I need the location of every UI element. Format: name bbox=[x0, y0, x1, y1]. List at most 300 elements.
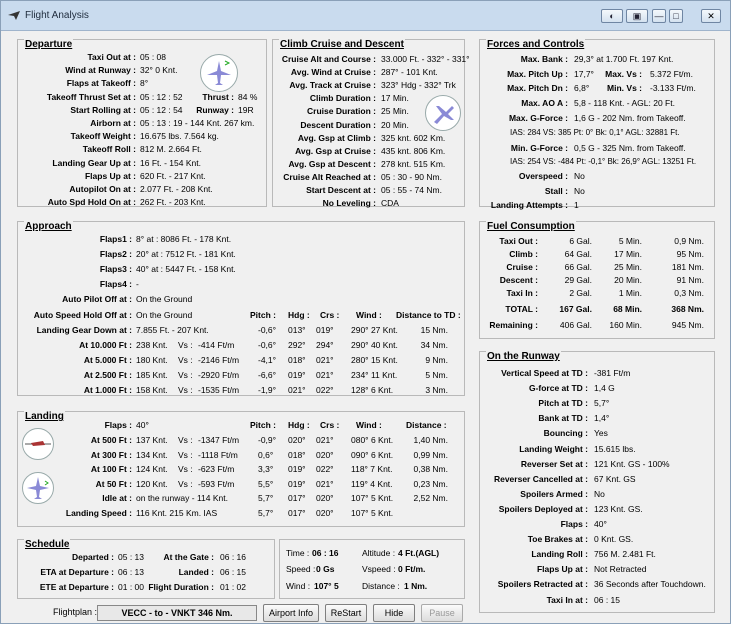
hide-button[interactable]: Hide bbox=[373, 604, 415, 622]
window-layout-button[interactable]: ▣ bbox=[626, 9, 648, 23]
landing-row-hdg: 020° bbox=[288, 435, 306, 445]
runway-row-value: 121 Knt. GS - 100% bbox=[594, 458, 670, 469]
departure-row-label: Wind at Runway : bbox=[65, 65, 136, 76]
approach-flaps-value: 40° at : 5447 Ft. - 158 Knt. bbox=[136, 264, 236, 274]
max-bank-value: 29,3° at 1.700 Ft. 197 Knt. bbox=[574, 54, 674, 64]
distance-value: 1 Nm. bbox=[404, 581, 428, 591]
landing-row-distance: 0,38 Nm. bbox=[413, 464, 448, 474]
approach-row-speed: 185 Knt. bbox=[136, 370, 168, 380]
approach-row-distance: 5 Nm. bbox=[425, 370, 448, 380]
runway-row-label: Pitch at TD : bbox=[538, 398, 588, 409]
approach-row-vs-label: Vs : bbox=[178, 355, 193, 365]
landing-speed-hdg: 017° bbox=[288, 508, 306, 518]
altitude-label: Altitude : bbox=[362, 548, 396, 558]
runway-row-value: 0 Knt. GS. bbox=[594, 534, 634, 545]
fuel-total-gal: 167 Gal. bbox=[559, 304, 592, 314]
fuel-row-label: Taxi In : bbox=[506, 288, 538, 298]
gear-distance: 15 Nm. bbox=[420, 325, 448, 335]
runway-row-label: Flaps : bbox=[560, 519, 588, 529]
approach-column-header: Pitch : bbox=[250, 310, 276, 320]
fuel-total-min: 68 Min. bbox=[613, 304, 642, 314]
approach-row-pitch: -4,1° bbox=[258, 355, 277, 365]
overspeed-label: Overspeed : bbox=[518, 171, 568, 181]
approach-flaps-label: Flaps2 : bbox=[99, 249, 132, 259]
forces-title: Forces and Controls bbox=[487, 39, 585, 50]
climb-row-label: Avg. Gsp at Descent : bbox=[288, 158, 376, 169]
departure-row-value: 16.675 lbs. 7.564 kg. bbox=[140, 131, 219, 142]
landing-row-crs: 022° bbox=[316, 464, 334, 474]
landing-column-header: Crs : bbox=[320, 420, 340, 430]
flight-duration-value: 01 : 02 bbox=[220, 582, 246, 592]
climb-cruise-panel bbox=[272, 39, 470, 209]
runway-row-label: Taxi In at : bbox=[546, 594, 588, 605]
climb-row-label: Avg. Gsp at Cruise : bbox=[295, 145, 376, 156]
approach-row-speed: 238 Knt. bbox=[136, 340, 168, 350]
departure-row-value: 2.077 Ft. - 208 Knt. bbox=[140, 184, 213, 194]
approach-title: Approach bbox=[25, 221, 72, 232]
landing-row-wind: 080° 6 Knt. bbox=[351, 435, 394, 445]
landing-flaps-label: Flaps : bbox=[104, 420, 132, 430]
approach-row-speed: 180 Knt. bbox=[136, 355, 168, 365]
fuel-row-gal: 66 Gal. bbox=[564, 262, 592, 272]
approach-row-vs-label: Vs : bbox=[178, 370, 193, 380]
departure-row-label: Flaps Up at : bbox=[84, 170, 136, 181]
schedule-panel bbox=[17, 539, 275, 599]
gear-down-value: 7.855 Ft. - 207 Knt. bbox=[136, 325, 209, 335]
runway-row-label: Reverser Cancelled at : bbox=[493, 473, 588, 484]
altitude-value: 4 Ft.(AGL) bbox=[398, 548, 440, 558]
departure-title: Departure bbox=[25, 39, 73, 50]
airport-info-button[interactable]: Airport Info bbox=[263, 604, 319, 622]
approach-flaps-value: 20° at : 7512 Ft. - 181 Knt. bbox=[136, 249, 236, 259]
landed-label: Landed : bbox=[178, 567, 214, 577]
runway-row-value: -381 Ft/m bbox=[594, 368, 631, 378]
landing-column-header: Distance : bbox=[406, 420, 447, 430]
speed-label: Speed : bbox=[286, 564, 316, 574]
approach-row-crs: 021° bbox=[316, 355, 334, 365]
departure-row-value: 05 : 12 : 52 bbox=[140, 91, 183, 102]
overspeed-value: No bbox=[574, 171, 585, 181]
departure-row-value: 05 : 08 bbox=[140, 52, 166, 62]
departure-row-value: 262 Ft. - 203 Knt. bbox=[140, 197, 206, 208]
departure-row-value: 05 : 13 : 19 - 144 Knt. 267 km. bbox=[140, 118, 255, 128]
fuel-row-gal: 6 Gal. bbox=[569, 236, 592, 246]
landing-panel bbox=[17, 411, 465, 527]
fuel-row-nm: 0,3 Nm. bbox=[674, 288, 704, 298]
approach-row-distance: 9 Nm. bbox=[425, 355, 448, 365]
landing-row-pitch: -0,9° bbox=[258, 435, 277, 445]
departure-row-value: 16 Ft. - 154 Knt. bbox=[140, 157, 201, 168]
fuel-remaining-min: 160 Min. bbox=[609, 320, 642, 330]
landing-column-header: Hdg : bbox=[288, 420, 310, 430]
runway-row-value: 06 : 15 bbox=[594, 594, 620, 605]
max-pitch-dn-value: 6,8° bbox=[574, 83, 590, 93]
idle-value: on the runway - 114 Knt. bbox=[136, 493, 228, 503]
gear-crs: 019° bbox=[316, 325, 334, 335]
runway-row-label: Spoilers Retracted at : bbox=[497, 579, 588, 590]
landing-row-pitch: 5,5° bbox=[258, 478, 274, 489]
climb-row-label: Descent Duration : bbox=[300, 119, 376, 130]
runway-row-label: Landing Weight : bbox=[519, 443, 588, 454]
landing-row-vs-label: Vs : bbox=[178, 449, 193, 460]
departure-row-value2: 19R bbox=[238, 104, 254, 115]
wind-value: 107° 5 bbox=[314, 581, 339, 591]
approach-row-label: At 1.000 Ft : bbox=[83, 385, 132, 395]
landing-row-vs-label: Vs : bbox=[178, 478, 193, 489]
landing-top-view-icon bbox=[22, 472, 54, 504]
approach-column-header: Hdg : bbox=[288, 310, 310, 320]
approach-flaps-label: Flaps4 : bbox=[99, 279, 132, 289]
climb-row-label: Cruise Alt and Course : bbox=[281, 54, 376, 64]
idle-crs: 020° bbox=[316, 493, 334, 503]
fuel-row-nm: 181 Nm. bbox=[671, 262, 704, 272]
climb-row-value: CDA bbox=[381, 198, 399, 209]
approach-column-header: Wind : bbox=[356, 310, 382, 320]
approach-row-vs: -2146 Ft/m bbox=[198, 355, 240, 365]
landing-row-vs: -593 Ft/m bbox=[198, 478, 235, 489]
max-bank-label: Max. Bank : bbox=[520, 54, 568, 64]
departure-panel bbox=[17, 39, 267, 207]
fuel-row-min: 20 Min. bbox=[614, 275, 642, 285]
gear-down-label: Landing Gear Down at : bbox=[36, 325, 132, 335]
runway-row-label: Bouncing : bbox=[543, 428, 588, 439]
gear-hdg: 013° bbox=[288, 325, 306, 335]
runway-row-value: Yes bbox=[594, 428, 608, 439]
landing-row-speed: 120 Knt. bbox=[136, 478, 168, 489]
runway-row-label: Landing Roll : bbox=[531, 549, 588, 560]
stall-label: Stall : bbox=[544, 186, 568, 196]
climb-row-value: 323° Hdg - 332° Trk bbox=[381, 80, 456, 91]
climb-row-value: 435 knt. 806 Km. bbox=[381, 145, 446, 156]
departure-row-label: Flaps at Takeoff : bbox=[66, 78, 136, 89]
departure-row-label: Taxi Out at : bbox=[87, 52, 136, 62]
approach-row-distance: 3 Nm. bbox=[425, 385, 448, 395]
on-the-runway-panel bbox=[479, 351, 715, 613]
departure-row-label: Landing Gear Up at : bbox=[52, 157, 136, 168]
landing-row-vs: -1118 Ft/m bbox=[198, 449, 238, 460]
gear-pitch: -0,6° bbox=[258, 325, 277, 335]
vspeed-value: 0 Ft/m. bbox=[398, 564, 426, 574]
eta-value: 06 : 13 bbox=[118, 567, 144, 577]
runway-row-value: 40° bbox=[594, 519, 607, 529]
fuel-row-min: 1 Min. bbox=[618, 288, 642, 298]
departure-row-label: Takeoff Thrust Set at : bbox=[46, 91, 136, 102]
fuel-row-label: Cruise : bbox=[506, 262, 538, 272]
fuel-row-min: 25 Min. bbox=[614, 262, 642, 272]
flight-duration-label: Flight Duration : bbox=[148, 582, 214, 592]
landed-value: 06 : 15 bbox=[220, 567, 246, 577]
climb-row-value: 278 knt. 515 Km. bbox=[381, 158, 446, 169]
departed-label: Departed : bbox=[71, 552, 114, 562]
landing-row-pitch: 0,6° bbox=[258, 449, 274, 460]
departure-row-label: Takeoff Roll : bbox=[82, 144, 136, 155]
landing-row-hdg: 018° bbox=[288, 449, 306, 460]
stall-value: No bbox=[574, 186, 585, 196]
landing-row-vs: -623 Ft/m bbox=[198, 464, 235, 474]
approach-row-hdg: 292° bbox=[288, 340, 306, 350]
landing-row-label: At 100 Ft : bbox=[90, 464, 132, 474]
departure-row-value: 8° bbox=[140, 78, 149, 89]
fuel-row-nm: 91 Nm. bbox=[676, 275, 704, 285]
climb-row-value: 33.000 Ft. - 332° - 331° bbox=[381, 54, 470, 64]
time-value: 06 : 16 bbox=[312, 548, 339, 558]
departure-row-label: Autopilot On at : bbox=[69, 184, 136, 194]
approach-row-pitch: -0,6° bbox=[258, 340, 277, 350]
approach-flaps-value: 8° at : 8086 Ft. - 178 Knt. bbox=[136, 234, 232, 244]
runway-row-label: Reverser Set at : bbox=[520, 458, 588, 469]
landing-title: Landing bbox=[25, 411, 64, 422]
ash-off-value: On the Ground bbox=[136, 310, 193, 320]
climb-row-label: Cruise Alt Reached at : bbox=[283, 171, 376, 182]
max-vs-value: 5.372 Ft/m. bbox=[650, 69, 693, 79]
runway-row-value: 756 M. 2.481 Ft. bbox=[594, 549, 656, 560]
landing-speed-value: 116 Knt. 215 Km. IAS bbox=[136, 508, 218, 518]
approach-row-speed: 158 Knt. bbox=[136, 385, 168, 395]
fuel-consumption-panel bbox=[479, 221, 715, 339]
runway-row-label: G-force at TD : bbox=[528, 383, 588, 394]
landing-speed-crs: 020° bbox=[316, 508, 334, 518]
climb-row-label: Climb Duration : bbox=[309, 93, 376, 104]
fuel-total-label: TOTAL : bbox=[505, 304, 538, 314]
approach-row-pitch: -6,6° bbox=[258, 370, 277, 380]
approach-row-label: At 10.000 Ft : bbox=[79, 340, 132, 350]
landing-attempts-label: Landing Attempts : bbox=[490, 200, 568, 210]
runway-row-label: Bank at TD : bbox=[538, 413, 588, 424]
fuel-row-gal: 64 Gal. bbox=[564, 249, 592, 259]
departed-value: 05 : 13 bbox=[118, 552, 144, 562]
maximize-button[interactable]: □ bbox=[669, 9, 683, 23]
fuel-row-label: Taxi Out : bbox=[499, 236, 538, 246]
window-title: Flight Analysis bbox=[25, 10, 89, 21]
max-g-label: Max. G-Force : bbox=[508, 113, 568, 123]
runway-row-label: Spoilers Deployed at : bbox=[498, 503, 588, 514]
runway-title: On the Runway bbox=[487, 351, 560, 362]
landing-speed-label: Landing Speed : bbox=[65, 508, 132, 518]
landing-row-crs: 021° bbox=[316, 478, 334, 489]
fuel-remaining-gal: 406 Gal. bbox=[559, 320, 592, 330]
climb-row-label: Avg. Gsp at Climb : bbox=[297, 132, 376, 143]
distance-label: Distance : bbox=[362, 581, 400, 591]
approach-row-hdg: 019° bbox=[288, 370, 306, 380]
runway-row-value: 1,4 G bbox=[594, 383, 615, 394]
departure-row-label2: Runway : bbox=[196, 104, 234, 115]
ap-off-value: On the Ground bbox=[136, 294, 193, 304]
fuel-row-label: Climb : bbox=[509, 249, 538, 259]
min-g-label: Min. G-Force : bbox=[510, 143, 568, 153]
fuel-row-gal: 29 Gal. bbox=[564, 275, 592, 285]
ete-label: ETE at Departure : bbox=[39, 582, 114, 592]
max-pitch-up-label: Max. Pitch Up : bbox=[507, 69, 568, 79]
max-aoa-value: 5,8 - 118 Knt. - AGL: 20 Ft. bbox=[574, 98, 675, 108]
landing-row-wind: 119° 4 Knt. bbox=[351, 478, 393, 489]
fuel-remaining-label: Remaining : bbox=[489, 320, 538, 330]
fuel-row-nm: 0,9 Nm. bbox=[674, 236, 704, 246]
approach-row-crs: 022° bbox=[316, 385, 334, 395]
max-vs-label: Max. Vs : bbox=[605, 69, 642, 79]
landing-row-hdg: 019° bbox=[288, 478, 306, 489]
min-g-detail: IAS: 254 VS: -484 Pt: -0,1° Bk: 26,9° AGL: 13251 Ft. bbox=[510, 157, 697, 166]
fuel-row-gal: 2 Gal. bbox=[569, 288, 592, 298]
climb-row-label: Start Descent at : bbox=[306, 185, 376, 195]
fuel-row-nm: 95 Nm. bbox=[676, 249, 704, 259]
speed-value: 0 Gs bbox=[316, 564, 335, 574]
vspeed-label: Vspeed : bbox=[362, 564, 396, 574]
climb-row-value: 20 Min. bbox=[381, 119, 409, 130]
climb-row-value: 325 knt. 602 Km. bbox=[381, 132, 446, 143]
cruise-aircraft-icon bbox=[425, 95, 461, 131]
approach-column-header: Distance to TD : bbox=[396, 310, 461, 320]
departure-row-label2: Thrust : bbox=[202, 91, 234, 102]
approach-row-crs: 021° bbox=[316, 370, 334, 380]
departure-row-label: Airborn at : bbox=[90, 118, 136, 128]
min-vs-value: -3.133 Ft/m. bbox=[650, 83, 696, 93]
landing-row-label: At 50 Ft : bbox=[95, 478, 132, 489]
departure-row-value: 32° 0 Knt. bbox=[140, 65, 178, 76]
approach-row-wind: 280° 15 Knt. bbox=[351, 355, 398, 365]
flightplan-label: Flightplan : bbox=[53, 607, 98, 617]
minimize-button[interactable]: — bbox=[652, 9, 666, 23]
landing-row-wind: 118° 7 Knt. bbox=[351, 464, 393, 474]
runway-row-value: 36 Seconds after Touchdown. bbox=[594, 579, 706, 590]
flightplan-field: VECC - to - VNKT 346 Nm. bbox=[97, 605, 257, 621]
approach-row-vs-label: Vs : bbox=[178, 340, 193, 350]
landing-row-crs: 020° bbox=[316, 449, 334, 460]
runway-row-value: 1,4° bbox=[594, 413, 610, 424]
fuel-row-label: Descent : bbox=[499, 275, 538, 285]
restart-button[interactable]: ReStart bbox=[325, 604, 367, 622]
live-status-panel bbox=[279, 539, 465, 599]
idle-pitch: 5,7° bbox=[258, 493, 274, 503]
fuel-total-nm: 368 Nm. bbox=[671, 304, 704, 314]
max-aoa-label: Max. AO A : bbox=[521, 98, 568, 108]
climb-title: Climb Cruise and Descent bbox=[280, 39, 404, 50]
approach-flaps-label: Flaps3 : bbox=[99, 264, 132, 274]
wind-label: Wind : bbox=[286, 581, 311, 591]
runway-row-label: Spoilers Armed : bbox=[520, 488, 588, 499]
app-icon bbox=[7, 9, 21, 21]
ete-value: 01 : 00 bbox=[118, 582, 144, 592]
departure-row-label: Takeoff Weight : bbox=[70, 131, 136, 142]
departure-row-label: Start Rolling at : bbox=[70, 104, 136, 115]
fuel-row-min: 5 Min. bbox=[618, 236, 642, 246]
approach-row-label: At 5.000 Ft : bbox=[83, 355, 132, 365]
runway-row-value: 123 Knt. GS. bbox=[594, 503, 643, 514]
landing-row-speed: 124 Knt. bbox=[136, 464, 168, 474]
departure-row-label: Auto Spd Hold On at : bbox=[47, 197, 136, 208]
climb-row-label: Cruise Duration : bbox=[307, 106, 376, 117]
climb-row-value: 05 : 55 - 74 Nm. bbox=[381, 185, 442, 195]
approach-row-hdg: 018° bbox=[288, 355, 306, 365]
landing-row-vs-label: Vs : bbox=[178, 464, 193, 474]
approach-row-wind: 128° 6 Knt. bbox=[351, 385, 394, 395]
approach-row-vs-label: Vs : bbox=[178, 385, 193, 395]
landing-speed-wind: 107° 5 Knt. bbox=[351, 508, 394, 518]
approach-row-vs: -2920 Ft/m bbox=[198, 370, 240, 380]
landing-speed-pitch: 5,7° bbox=[258, 508, 274, 518]
runway-row-label: Toe Brakes at : bbox=[527, 534, 588, 545]
approach-row-wind: 234° 11 Knt. bbox=[351, 370, 398, 380]
landing-row-label: At 500 Ft : bbox=[90, 435, 132, 445]
landing-row-label: At 300 Ft : bbox=[90, 449, 132, 460]
eta-label: ETA at Departure : bbox=[40, 567, 114, 577]
departure-row-value: 05 : 12 : 54 bbox=[140, 104, 183, 115]
landing-row-hdg: 019° bbox=[288, 464, 306, 474]
landing-row-pitch: 3,3° bbox=[258, 464, 274, 474]
climb-row-value: 05 : 30 - 90 Nm. bbox=[381, 171, 442, 182]
max-g-value: 1,6 G - 202 Nm. from Takeoff. bbox=[574, 113, 686, 123]
climb-row-value: 287° - 101 Knt. bbox=[381, 67, 438, 78]
approach-panel bbox=[17, 221, 465, 396]
view-toggle-button[interactable]: ◐ bbox=[601, 9, 623, 23]
takeoff-aircraft-icon bbox=[200, 54, 238, 92]
client-area bbox=[7, 31, 724, 623]
climb-row-label: Avg. Wind at Cruise : bbox=[290, 67, 376, 78]
at-gate-value: 06 : 16 bbox=[220, 552, 246, 562]
max-pitch-dn-label: Max. Pitch Dn : bbox=[507, 83, 568, 93]
close-button[interactable]: ✕ bbox=[701, 9, 721, 23]
landing-attempts-value: 1 bbox=[574, 200, 579, 210]
approach-row-distance: 34 Nm. bbox=[420, 340, 448, 350]
min-vs-label: Min. Vs : bbox=[607, 83, 642, 93]
approach-row-label: At 2.500 Ft : bbox=[83, 370, 132, 380]
ap-off-label: Auto Pilot Off at : bbox=[62, 294, 132, 304]
approach-row-pitch: -1,9° bbox=[258, 385, 277, 395]
landing-flaps-value: 40° bbox=[136, 420, 149, 430]
landing-row-wind: 090° 6 Knt. bbox=[351, 449, 394, 460]
approach-column-header: Crs : bbox=[320, 310, 340, 320]
fuel-title: Fuel Consumption bbox=[487, 221, 575, 232]
approach-row-hdg: 021° bbox=[288, 385, 306, 395]
approach-flaps-value: - bbox=[136, 279, 139, 289]
pause-button[interactable]: Pause bbox=[421, 604, 463, 622]
climb-row-label: Avg. Track at Cruise : bbox=[289, 80, 376, 91]
max-g-detail: IAS: 284 VS: 385 Pt: 0° Bk: 0,1° AGL: 32881 Ft. bbox=[510, 128, 680, 137]
departure-row-value: 620 Ft. - 217 Knt. bbox=[140, 170, 206, 181]
landing-row-vs-label: Vs : bbox=[178, 435, 193, 445]
runway-row-value: 15.615 lbs. bbox=[594, 443, 636, 454]
approach-flaps-label: Flaps1 : bbox=[99, 234, 132, 244]
landing-row-distance: 0,23 Nm. bbox=[413, 478, 448, 489]
landing-row-crs: 021° bbox=[316, 435, 334, 445]
climb-row-value: 25 Min. bbox=[381, 106, 409, 117]
ash-off-label: Auto Speed Hold Off at : bbox=[33, 310, 132, 320]
forces-controls-panel bbox=[479, 39, 715, 210]
schedule-title: Schedule bbox=[25, 539, 70, 550]
runway-row-value: 5,7° bbox=[594, 398, 610, 409]
approach-row-vs: -414 Ft/m bbox=[198, 340, 235, 350]
idle-distance: 2,52 Nm. bbox=[413, 493, 448, 503]
landing-row-speed: 137 Knt. bbox=[136, 435, 168, 445]
departure-row-value2: 84 % bbox=[238, 91, 258, 102]
departure-row-value: 812 M. 2.664 Ft. bbox=[140, 144, 202, 155]
landing-row-speed: 134 Knt. bbox=[136, 449, 168, 460]
runway-row-value: Not Retracted bbox=[594, 564, 647, 575]
title-bar bbox=[1, 1, 730, 31]
time-label: Time : bbox=[286, 548, 310, 558]
approach-row-wind: 290° 40 Knt. bbox=[351, 340, 398, 350]
fuel-row-min: 17 Min. bbox=[614, 249, 642, 259]
min-g-value: 0,5 G - 325 Nm. from Takeoff. bbox=[574, 143, 686, 153]
approach-row-vs: -1535 Ft/m bbox=[198, 385, 240, 395]
landing-row-distance: 0,99 Nm. bbox=[413, 449, 448, 460]
landing-column-header: Pitch : bbox=[250, 420, 276, 430]
at-gate-label: At the Gate : bbox=[163, 552, 214, 562]
idle-hdg: 017° bbox=[288, 493, 306, 503]
landing-side-view-icon bbox=[22, 428, 54, 460]
runway-row-label: Vertical Speed at TD : bbox=[501, 368, 588, 378]
fuel-remaining-nm: 945 Nm. bbox=[671, 320, 704, 330]
landing-row-vs: -1347 Ft/m bbox=[198, 435, 240, 445]
